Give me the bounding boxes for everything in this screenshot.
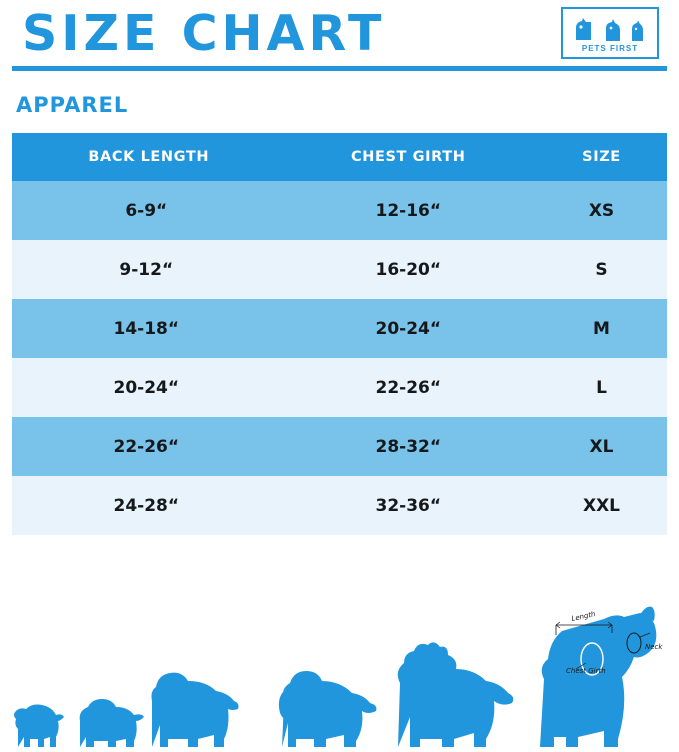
- size-table: [12, 133, 667, 535]
- dog-silhouette-m: [152, 673, 239, 747]
- cell-back-length: 24-28“: [12, 476, 281, 535]
- label-neck: Neck: [645, 643, 663, 651]
- cell-back-length: 6-9“: [12, 181, 281, 240]
- table-row: [12, 417, 667, 476]
- pets-logo-icon: [573, 14, 647, 42]
- cell-size: XL: [536, 417, 667, 476]
- dog-silhouette-xxl: [540, 607, 656, 747]
- table-row: [12, 240, 667, 299]
- table-row: [12, 181, 667, 240]
- table-row: [12, 358, 667, 417]
- cell-back-length: 20-24“: [12, 358, 281, 417]
- dog-silhouette-s: [80, 699, 144, 747]
- cell-back-length: 22-26“: [12, 417, 281, 476]
- cell-size: L: [536, 358, 667, 417]
- brand-name: PETS FIRST: [581, 43, 639, 53]
- column-header-size: SIZE: [536, 133, 667, 181]
- page-title: SIZE CHART: [22, 4, 386, 62]
- cell-back-length: 9-12“: [12, 240, 281, 299]
- page-header: [0, 0, 679, 66]
- cell-chest-girth: 16-20“: [281, 240, 536, 299]
- section-heading: APPAREL: [16, 93, 129, 117]
- cell-chest-girth: 22-26“: [281, 358, 536, 417]
- cell-size: XS: [536, 181, 667, 240]
- cell-chest-girth: 20-24“: [281, 299, 536, 358]
- column-header-back-length: BACK LENGTH: [12, 133, 281, 181]
- cell-size: M: [536, 299, 667, 358]
- dog-silhouette-xs: [14, 705, 64, 748]
- dog-silhouette-l: [279, 671, 377, 747]
- label-length: Length: [570, 610, 597, 623]
- cell-chest-girth: 12-16“: [281, 181, 536, 240]
- cell-back-length: 14-18“: [12, 299, 281, 358]
- cell-size: XXL: [536, 476, 667, 535]
- table-row: [12, 299, 667, 358]
- dog-size-illustration: [0, 597, 679, 747]
- dog-silhouette-xl: [398, 642, 514, 747]
- table-row: [12, 476, 667, 535]
- cell-size: S: [536, 240, 667, 299]
- cell-chest-girth: 28-32“: [281, 417, 536, 476]
- brand-logo: [561, 7, 659, 59]
- header-divider: [12, 66, 667, 71]
- cell-chest-girth: 32-36“: [281, 476, 536, 535]
- label-chest-girth: Chest Girth: [566, 667, 606, 675]
- table-header-row: [12, 133, 667, 181]
- column-header-chest-girth: CHEST GIRTH: [281, 133, 536, 181]
